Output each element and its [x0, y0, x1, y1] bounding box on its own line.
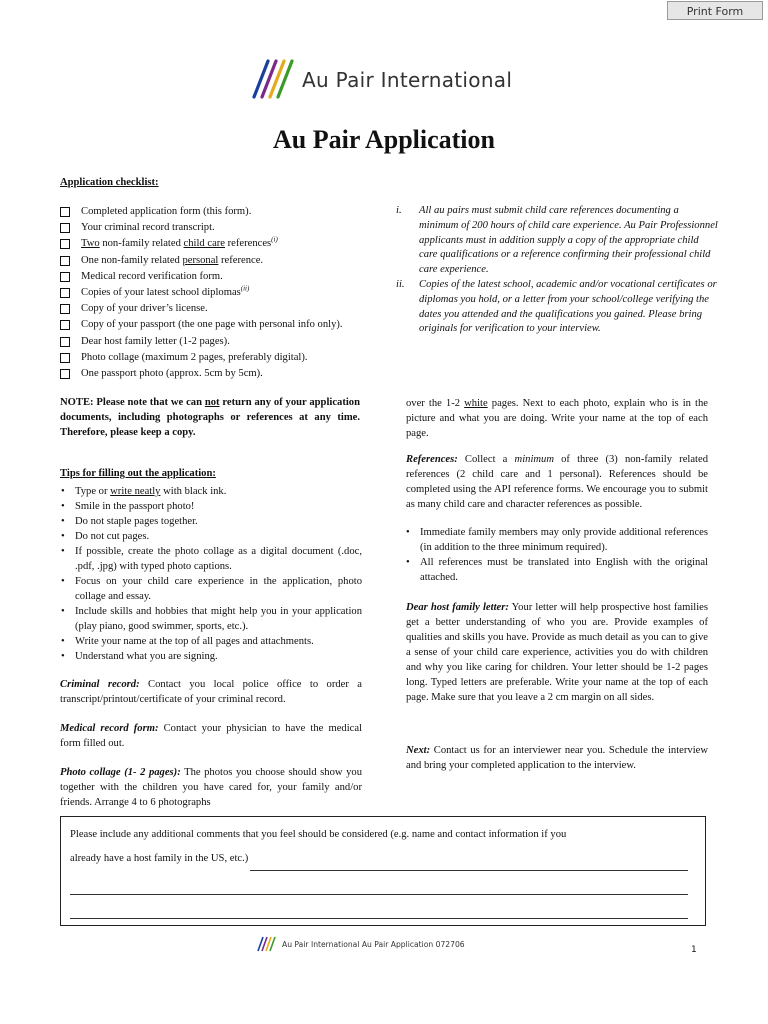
checklist-item[interactable]: Copy of your driver’s license.	[60, 301, 400, 317]
list-item: • Do not staple pages together.	[60, 514, 362, 529]
list-item: • Include skills and hobbies that might help you in your application (play piano, good swimmer, sports, etc.).	[60, 604, 362, 634]
list-item: • Write your name at the top of all pages and attachments.	[60, 634, 362, 649]
footnote: i. All au pairs must submit child care references documenting a minimum of 200 hours of child care experience. Au Pair Professionnel applicants must in addition supply a copy of the appropriate child care qualifications or a reference confirming their professional child care experience.	[396, 205, 718, 276]
checkbox-icon[interactable]	[60, 223, 70, 233]
checklist-item[interactable]: Your criminal record transcript.	[60, 220, 400, 236]
checklist-item[interactable]: Copies of your latest school diplomas$^{(ii)}$	[60, 285, 400, 301]
footnote: ii. Copies of the latest school, academic and/or vocational certificates or diplomas you hold, or a letter from your school/college verifying the dates you attended and the qualifications you gained. Please bring originals for verification to your interview.	[396, 278, 717, 335]
checkbox-icon[interactable]	[60, 288, 70, 298]
footer	[256, 936, 465, 952]
comments-line[interactable]	[250, 852, 688, 871]
checklist-title: Application checklist:	[60, 177, 159, 188]
criminal-record-paragraph: Criminal record: Contact you local police office to order a transcript/printout/certificate of your criminal record.	[60, 679, 362, 705]
comments-line[interactable]	[70, 895, 688, 919]
checklist-item[interactable]: Photo collage (maximum 2 pages, preferably digital).	[60, 350, 400, 366]
list-item: • Do not cut pages.	[60, 529, 362, 544]
checkbox-icon[interactable]	[60, 272, 70, 282]
references-list	[406, 525, 708, 585]
footer-text: Au Pair International Au Pair Application 072706	[282, 940, 465, 949]
list-item: • Type or write neatly with black ink.	[60, 484, 362, 499]
logo	[248, 57, 513, 101]
checklist-item[interactable]: Copy of your passport (the one page with personal info only).	[60, 317, 400, 333]
checkbox-icon[interactable]	[60, 320, 70, 330]
note-paragraph: NOTE: Please note that we can not return any of your application documents, including photographs or references at any time. Therefore, please keep a copy.	[60, 397, 360, 438]
comments-box[interactable]	[60, 816, 706, 926]
print-form-button[interactable]: Print Form	[667, 1, 763, 20]
comments-line[interactable]	[70, 871, 688, 895]
list-item: • If possible, create the photo collage as a digital document (.doc, .pdf, .jpg) with typed photo captions.	[60, 544, 362, 574]
comments-prompt-label: already have a host family in the US, etc.)	[70, 853, 249, 864]
tips-title: Tips for filling out the application:	[60, 468, 216, 479]
checkbox-icon[interactable]	[60, 239, 70, 249]
checkbox-icon[interactable]	[60, 337, 70, 347]
checklist-item[interactable]: One passport photo (approx. 5cm by 5cm).	[60, 366, 400, 382]
checklist-item[interactable]: Two non-family related child care references$^{(i)}$	[60, 236, 400, 252]
checkbox-icon[interactable]	[60, 304, 70, 314]
checklist	[60, 204, 400, 382]
references-paragraph: References: Collect a minimum of three (3) non-family related references (2 child care and 1 personal). References should be completed using the API reference forms. We encourage you to submit as many child care and character references as possible.	[406, 454, 708, 510]
checkbox-icon[interactable]	[60, 369, 70, 379]
footer-logo-icon	[256, 936, 278, 952]
photo-collage-paragraph: Photo collage (1- 2 pages): The photos you choose should show you together with the children you have cared for, your family and/or friends. Arrange 4 to 6 photographs	[60, 767, 362, 808]
list-item: • Smile in the passport photo!	[60, 499, 362, 514]
list-item: • Immediate family members may only provide additional references (in addition to the three minimum required).	[406, 525, 708, 555]
checklist-item[interactable]: One non-family related personal reference.	[60, 253, 400, 269]
logo-stripes-icon	[248, 57, 300, 101]
footnotes	[396, 204, 718, 337]
brand-name: Au Pair International	[302, 68, 513, 92]
page-number: 1	[691, 945, 697, 955]
comments-prompt: Please include any additional comments that you feel should be considered (e.g. name and contact information if you	[70, 829, 567, 840]
list-item: • All references must be translated into English with the original attached.	[406, 555, 708, 585]
list-item: • Understand what you are signing.	[60, 649, 362, 664]
dear-host-family-paragraph: Dear host family letter: Your letter will help prospective host families get a better understanding of who you are. Provide examples of qualities and skills you have. Provide as much detail as you can to give a sense of your child care experience, activities you do with children and why you like caring for children. Your letter should be 1-2 pages long. Typed letters are preferable. Write your name at the top of each page. Make sure that you leave a 2 cm margin on all sides.	[406, 602, 708, 703]
photo-collage-continued: over the 1-2 white pages. Next to each photo, explain who is in the picture and what you are doing. Write your name at the top of each page.	[406, 398, 708, 439]
list-item: • Focus on your child care experience in the application, photo collage and essay.	[60, 574, 362, 604]
checklist-item[interactable]: Completed application form (this form).	[60, 204, 400, 220]
checklist-item[interactable]: Medical record verification form.	[60, 269, 400, 285]
next-paragraph: Next: Contact us for an interviewer near you. Schedule the interview and bring your completed application to the interview.	[406, 745, 708, 771]
checkbox-icon[interactable]	[60, 353, 70, 363]
checklist-item[interactable]: Dear host family letter (1-2 pages).	[60, 334, 400, 350]
page-title: Au Pair Application	[272, 125, 495, 154]
tips-list	[60, 484, 362, 664]
checkbox-icon[interactable]	[60, 256, 70, 266]
medical-record-paragraph: Medical record form: Contact your physician to have the medical form filled out.	[60, 723, 362, 749]
checkbox-icon[interactable]	[60, 207, 70, 217]
